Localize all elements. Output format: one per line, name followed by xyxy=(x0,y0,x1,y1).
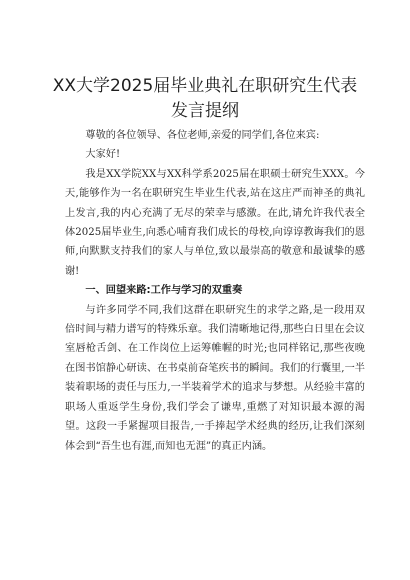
section-heading: 一、回望来路:工作与学习的双重奏 xyxy=(85,285,243,297)
document-body xyxy=(65,126,365,456)
salutation: 尊敬的各位领导、各位老师,亲爱的同学们,各位来宾: xyxy=(85,130,320,141)
section-paragraph: 与许多同学不同,我们这群在职研究生的求学之路,是一段用双倍时间与精力谱写的特殊乐章。我们清晰地记得,那些白日里在会议室唇枪舌剑、在工作岗位上运筹帷幄的时光;也同样铭记,那些夜晚在图书馆静心研读、在书桌前奋笔疾书的瞬间。我们的行囊里,一半装着职场的责任与压力,一半装着学术的追求与梦想。从经验丰富的职场人重返学生身份,我们学会了谦卑,重燃了对知识最本源的渴望。这段一手紧握项目报告,一手捧起学术经典的经历,让我们深刻体会到“吾生也有涯,而知也无涯”的真正内涵。 xyxy=(65,304,365,452)
intro-paragraph: 我是XX学院XX与XX科学系2025届在职硕士研究生XXX。今天,能够作为一名在职研究生毕业生代表,站在这庄严而神圣的典礼上发言,我的内心充满了无尽的荣幸与感激。在此,请允许我代表全体2025届毕业生,向悉心哺育我们成长的母校,向谆谆教诲我们的恩师,向默默支持我们的家人与单位,致以最崇高的敬意和最诚挚的感谢! xyxy=(65,168,365,277)
greeting: 大家好! xyxy=(85,149,121,161)
document-title: XX大学2025届毕业典礼在职研究生代表发言提纲 xyxy=(52,76,358,121)
